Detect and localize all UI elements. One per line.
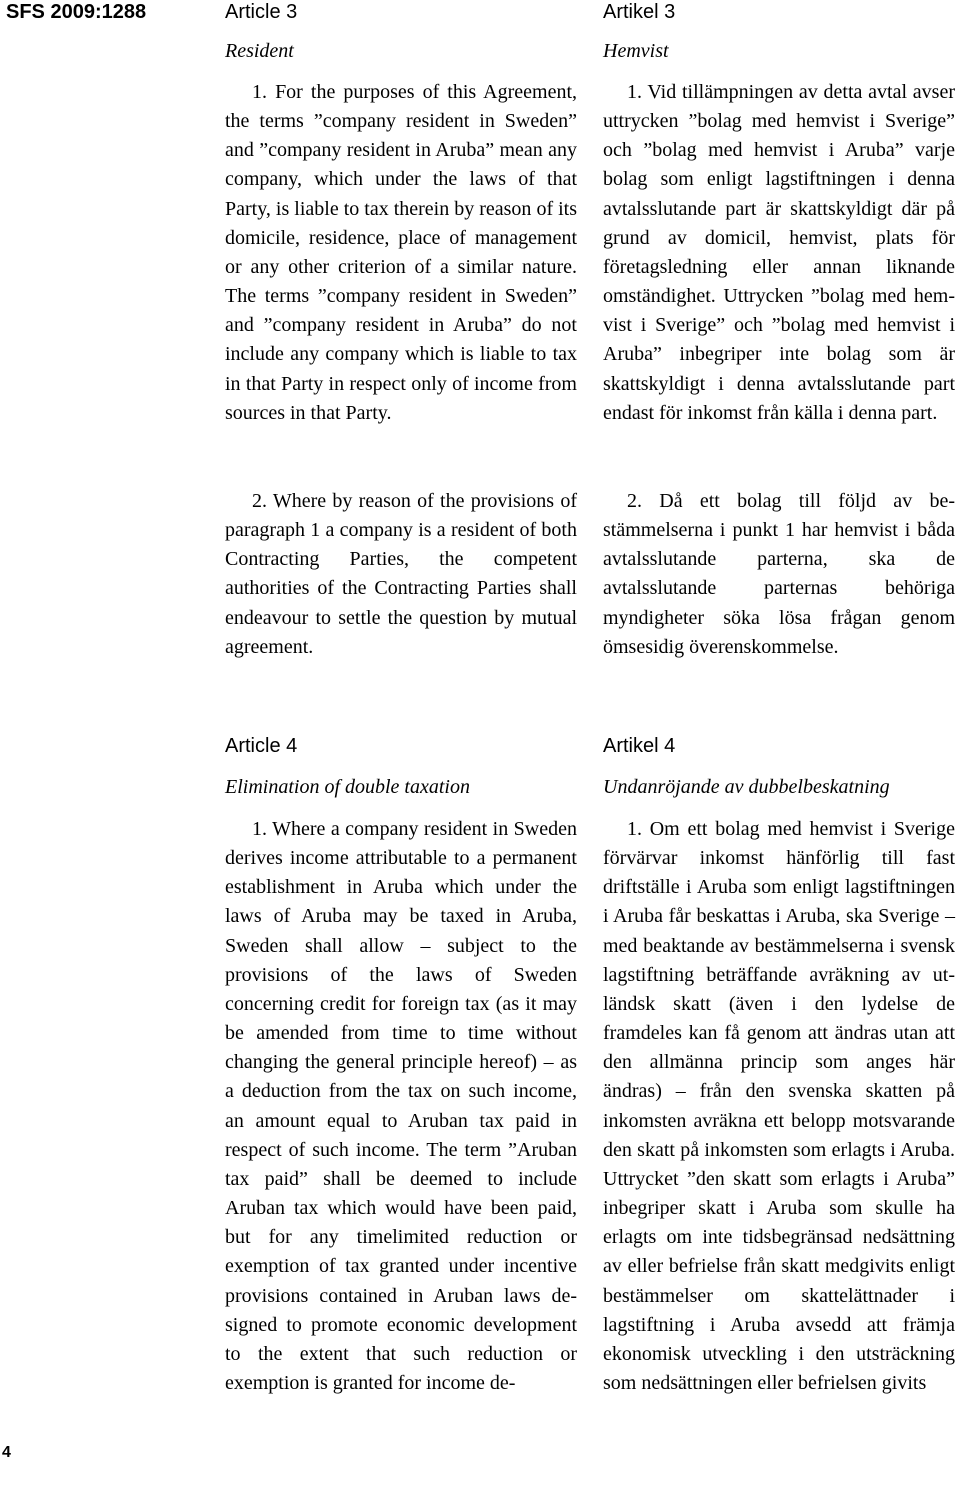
artikel-3-subheading: Hemvist: [603, 40, 669, 62]
article-3-paragraph-1: 1. For the purposes of this Agreement, the terms ”company resident in Sweden” and ”company resident in Aruba” mean any company, which under the laws of that Party, is liable to tax therein by reason of its domicile, residence, place of management or any other criterion of a similar nature. The terms ”company resident in Sweden” and ”company resident in Aruba” do not include any company which is liable to tax in that Party in respect only of income from sources in that Party.: [225, 81, 577, 424]
artikel-3-heading: Artikel 3: [603, 1, 676, 23]
article-3-heading: Article 3: [225, 1, 298, 23]
artikel-4-paragraph-1: 1. Om ett bolag med hemvist i Sverige förvärvar inkomst hänförlig till fast driftställe i Aruba som enligt lagstiftningen i Aruba får beskattas i Aruba, ska Sverige – med beaktande av bestämmelserna i svensk lagstiftning beträffande avräkning av utländsk skatt (även i den lydelse de framdeles kan få genom att ändras utan att den allmänna princip som anges här ändras) – från den svenska skatten på inkomsten avräkna ett belopp motsvarande den skatt på inkomsten som erlagts i Aruba. Uttrycket ”den skatt som erlagts i Aruba” inbegriper skatt i Aruba som skulle ha erlagts om inte tidsbegränsad nedsättning av eller befrielse från skatt medgivits enligt bestämmelser om skattelättnader i lagstiftning i Aruba avsedd att främja ekonomisk utveckling i den utsträckning som nedsättningen eller befrielsen givits: [603, 818, 955, 1394]
article-4-subheading: Elimination of double taxation: [225, 776, 470, 798]
artikel-3-paragraph-1: 1. Vid tillämpningen av detta avtal avser uttrycken ”bolag med hemvist i Sverige” och ”bolag med hemvist i Aruba” varje bolag som enligt lagstiftningen i denna avtalsslutande part är skattskyldigt där på grund av domicil, hemvist, plats för företagsledning eller annan liknande omständighet. Uttrycken ”bolag med hemvist i Sverige” och ”bolag med hemvist i Aruba” inbegriper inte bolag som är skattskyldigt i denna avtalsslutande part endast för inkomst från källa i denna part.: [603, 81, 955, 424]
article-3-subheading: Resident: [225, 40, 294, 62]
artikel-4-heading: Artikel 4: [603, 735, 676, 757]
page-number: 4: [2, 1444, 11, 1461]
article-4-heading: Article 4: [225, 735, 298, 757]
artikel-3-paragraph-2: 2. Då ett bolag till följd av bestämmelserna i punkt 1 har hemvist i båda avtalsslutande parterna, ska de avtalsslutande parternas behöriga myndigheter söka lösa frågan genom ömsesidig överenskommelse.: [603, 490, 955, 658]
article-3-paragraph-2: 2. Where by reason of the provisions of paragraph 1 a company is a resident of both Contracting Parties, the competent authorities of the Contracting Parties shall endeavour to settle the question by mutual agreement.: [225, 490, 577, 658]
artikel-4-subheading: Undanröjande av dubbelbeskatning: [603, 776, 890, 798]
article-4-paragraph-1: 1. Where a company resident in Sweden derives income attributable to a permanent establishment in Aruba which under the laws of Aruba may be taxed in Aruba, Sweden shall allow – subject to the provisions of the laws of Sweden concerning credit for foreign tax (as it may be amended from time to time without changing the general principle hereof) – as a deduction from the tax on such income, an amount equal to Aruban tax paid in respect of such income. The term ”Aruban tax paid” shall be deemed to include Aruban tax which would have been paid, but for any timelimited reduction or exemption of tax granted under incentive provisions contained in Aruban laws designed to promote economic development to the extent that such reduction or exemption is granted for income de-: [225, 818, 577, 1394]
sfs-number: SFS 2009:1288: [6, 1, 147, 23]
